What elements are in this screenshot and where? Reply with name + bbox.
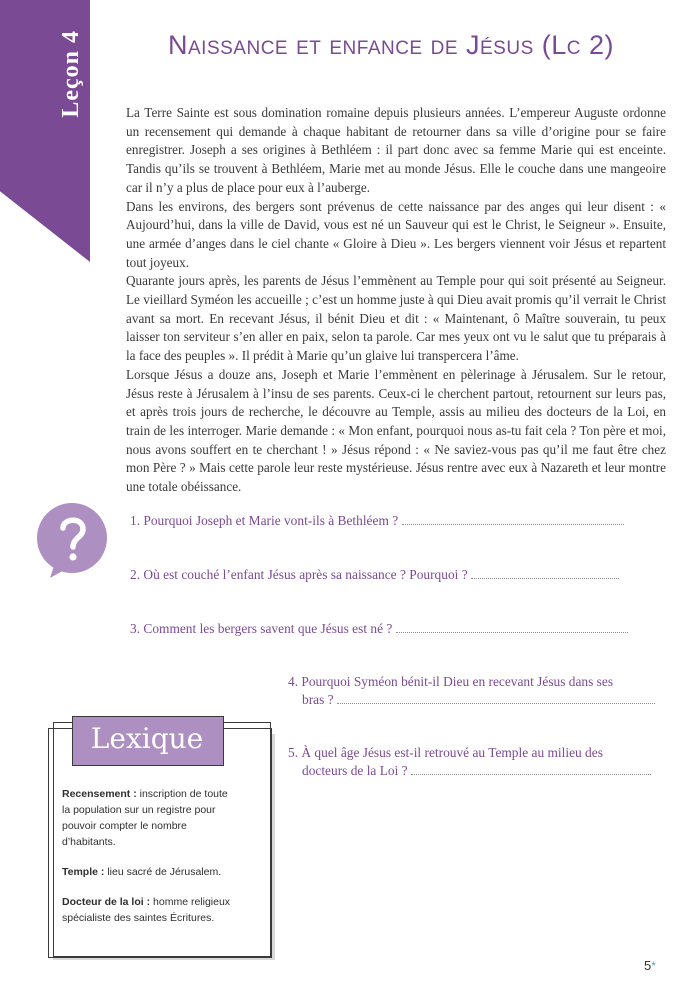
answer-line-5[interactable] [411, 773, 651, 775]
story-text [126, 104, 666, 497]
lesson-label: Leçon 4 [58, 30, 84, 118]
question-3: 3. Comment les bergers savent que Jésus est né ? [130, 620, 670, 638]
answer-line-4[interactable] [337, 702, 655, 704]
lexique-entry-3: Docteur de la loi : homme religieux spécialiste des saintes Écritures. [62, 896, 231, 924]
answer-line-1[interactable] [402, 523, 624, 525]
answer-line-2[interactable] [471, 577, 619, 579]
question-4: 4. Pourquoi Syméon bénit-il Dieu en recevant Jésus dans ses bras ? [288, 673, 672, 709]
lexique-entries [62, 786, 238, 940]
star-icon: * [651, 959, 656, 973]
page-title: Naissance et enfance de Jésus (Lc 2) [168, 30, 614, 60]
paragraph-3: Quarante jours après, les parents de Jésus l’emmènent au Temple pour qui soit présenté au Seigneur. Le vieillard Syméon les accueille ; c’est un homme juste à qui Dieu avait promis qu’il verrait le Christ avant sa mort. En recevant Jésus, il bénit Dieu et dit : « Maintenant, ô Maître souverain, tu peux laisser ton serviteur s’en aller en paix, selon ta parole. Car mes yeux ont vu le salut que tu préparais à la face des peuples ». Il prédit à Marie qu’un glaive lui transpercera l’âme. [126, 273, 666, 364]
answer-line-3[interactable] [396, 631, 628, 633]
question-mark-bubble-icon [34, 502, 112, 580]
question-5: 5. À quel âge Jésus est-il retrouvé au Temple au milieu des docteurs de la Loi ? [288, 744, 672, 780]
lexique-title: Lexique [90, 722, 204, 755]
paragraph-1: La Terre Sainte est sous domination romaine depuis plusieurs années. L’empereur Auguste ordonne un recensement qui demande à chaque habitant de retourner dans sa ville d’origine pour se faire enregistrer. Joseph a ses origines à Bethléem : il part donc avec sa femme Marie qui est enceinte. Tandis qu’ils se trouvent à Bethléem, Marie met au monde Jésus. Elle le couche dans une mangeoire car il n’y a plus de place pour eux à l’auberge. [126, 105, 666, 195]
lexique-entry-1: Recensement : inscription de toute la population sur un registre pour pouvoir compter le nombre d’habitants. [62, 788, 228, 848]
lexique-entry-2: Temple : lieu sacré de Jérusalem. [62, 866, 222, 878]
question-2: 2. Où est couché l’enfant Jésus après sa naissance ? Pourquoi ? [130, 566, 670, 584]
paragraph-2: Dans les environs, des bergers sont prévenus de cette naissance par des anges qui leur disent : « Aujourd’hui, dans la ville de David, vous est né un Sauveur qui est le Christ, le Seigneur ». Ensuite, une armée d’anges dans le ciel chante « Gloire à Dieu ». Les bergers viennent voir Jésus et repartent tout joyeux. [126, 198, 666, 270]
question-1: 1. Pourquoi Joseph et Marie vont-ils à Bethléem ? [130, 512, 670, 530]
paragraph-4: Lorsque Jésus a douze ans, Joseph et Marie l’emmènent en pèlerinage à Jérusalem. Sur le retour, Jésus reste à Jérusalem à l’insu de ses parents. Ceux-ci le cherchent partout, retournent sur leurs pas, et après trois jours de recherche, le découvre au Temple, assis au milieu des docteurs de la Loi, en train de les interroger. Marie demande : « Mon enfant, pourquoi nous as-tu fait cela ? Ton père et moi, nous avons souffert en te cherchant ! » Jésus répond : « Ne saviez-vous pas qu’il me faut être chez mon Père ? » Mais cette parole leur reste mystérieuse. Jésus rentre avec eux à Nazareth et leur montre une totale obéissance. [126, 366, 666, 495]
page-number: 5* [644, 958, 656, 973]
